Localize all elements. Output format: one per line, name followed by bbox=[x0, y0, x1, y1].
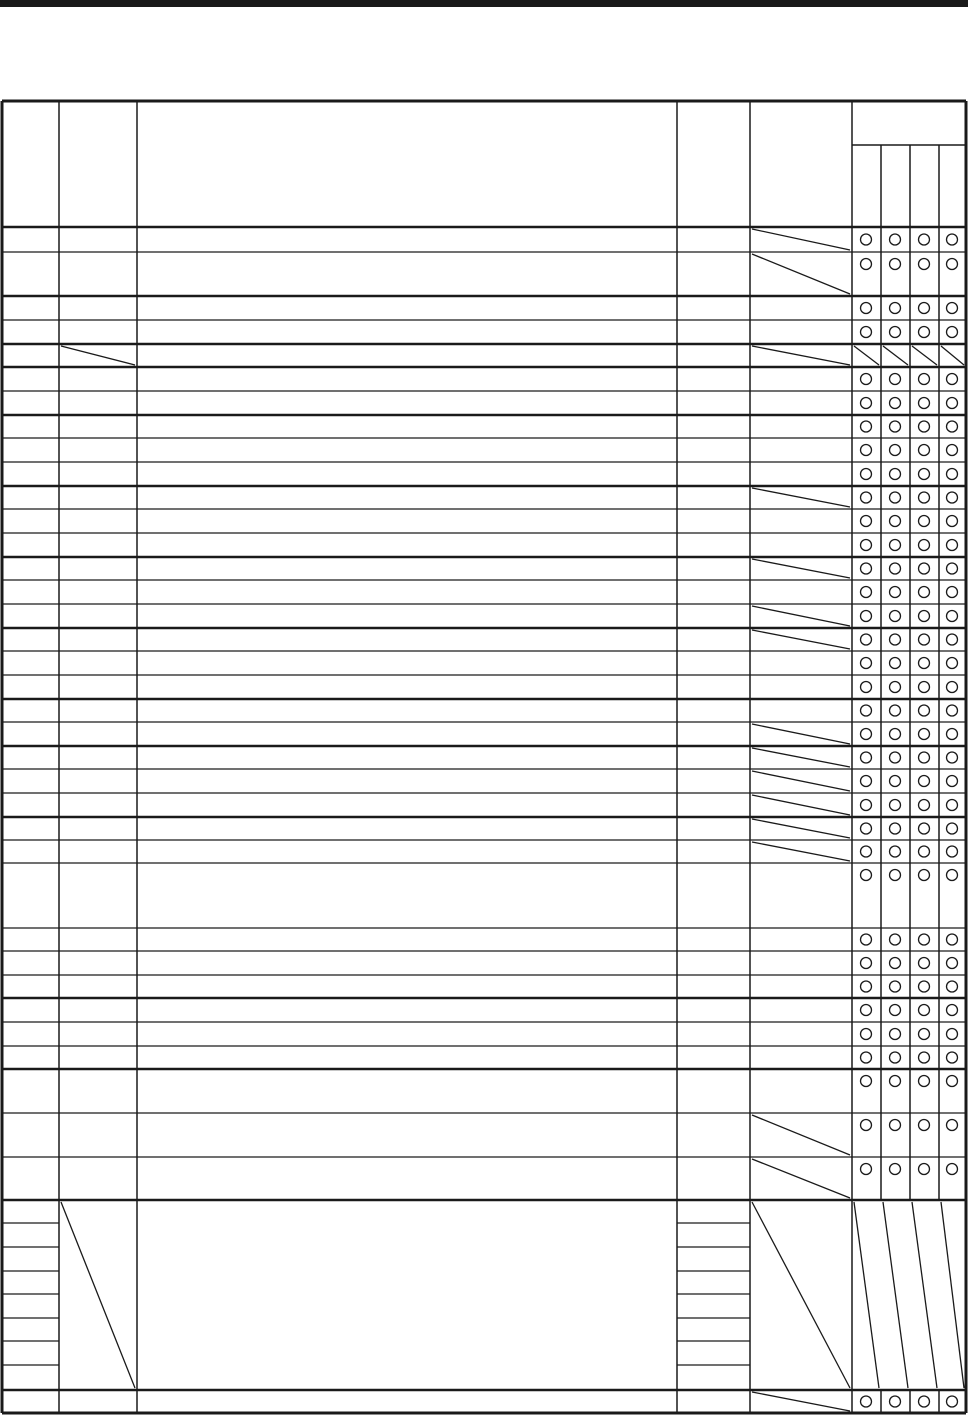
circle-mark bbox=[861, 634, 872, 645]
circle-mark bbox=[861, 1052, 872, 1063]
cell-slash bbox=[912, 346, 937, 365]
cell-slash bbox=[941, 346, 964, 365]
circle-mark bbox=[919, 540, 930, 551]
circle-mark bbox=[861, 658, 872, 669]
circle-mark bbox=[861, 705, 872, 716]
circle-mark bbox=[861, 587, 872, 598]
circle-mark bbox=[947, 327, 958, 338]
circle-mark bbox=[861, 259, 872, 270]
circle-mark bbox=[919, 234, 930, 245]
circle-mark bbox=[890, 1396, 901, 1407]
circle-mark bbox=[861, 776, 872, 787]
circle-mark bbox=[890, 634, 901, 645]
circle-mark bbox=[919, 658, 930, 669]
circle-mark bbox=[890, 752, 901, 763]
cell-slash bbox=[752, 630, 850, 649]
circle-mark bbox=[861, 303, 872, 314]
circle-mark bbox=[861, 234, 872, 245]
circle-mark bbox=[947, 846, 958, 857]
circle-mark bbox=[947, 421, 958, 432]
circle-mark bbox=[947, 445, 958, 456]
circle-mark bbox=[919, 421, 930, 432]
cell-slash bbox=[752, 1115, 850, 1155]
cell-slash bbox=[752, 1202, 850, 1388]
cell-slash bbox=[61, 1202, 135, 1388]
circle-mark bbox=[890, 705, 901, 716]
cell-slash bbox=[912, 1202, 937, 1388]
circle-mark bbox=[919, 587, 930, 598]
circle-mark bbox=[861, 492, 872, 503]
circle-mark bbox=[919, 705, 930, 716]
cell-slash bbox=[752, 559, 850, 578]
cell-slash bbox=[752, 748, 850, 767]
circle-mark bbox=[919, 469, 930, 480]
circle-mark bbox=[947, 729, 958, 740]
circle-mark bbox=[919, 1005, 930, 1016]
circle-mark bbox=[947, 1120, 958, 1131]
circle-mark bbox=[947, 303, 958, 314]
circle-mark bbox=[890, 981, 901, 992]
circle-mark bbox=[947, 1052, 958, 1063]
circle-mark bbox=[919, 752, 930, 763]
circle-mark bbox=[919, 303, 930, 314]
circle-mark bbox=[890, 658, 901, 669]
circle-mark bbox=[861, 611, 872, 622]
circle-mark bbox=[861, 516, 872, 527]
circle-mark bbox=[947, 1076, 958, 1087]
circle-mark bbox=[919, 800, 930, 811]
circle-mark bbox=[861, 981, 872, 992]
circle-mark bbox=[947, 1396, 958, 1407]
circle-mark bbox=[947, 398, 958, 409]
circle-mark bbox=[890, 776, 901, 787]
circle-mark bbox=[919, 981, 930, 992]
circle-mark bbox=[861, 1029, 872, 1040]
circle-mark bbox=[890, 516, 901, 527]
circle-mark bbox=[861, 374, 872, 385]
circle-mark bbox=[890, 303, 901, 314]
circle-mark bbox=[919, 1396, 930, 1407]
circle-mark bbox=[919, 398, 930, 409]
cell-slash bbox=[752, 254, 850, 294]
circle-mark bbox=[890, 1052, 901, 1063]
cell-slash bbox=[883, 1202, 908, 1388]
cell-slash bbox=[752, 1159, 850, 1198]
circle-mark bbox=[947, 682, 958, 693]
cell-slash bbox=[752, 724, 850, 744]
circle-mark bbox=[861, 327, 872, 338]
circle-mark bbox=[919, 611, 930, 622]
circle-mark bbox=[919, 634, 930, 645]
circle-mark bbox=[919, 445, 930, 456]
circle-mark bbox=[890, 1076, 901, 1087]
circle-mark bbox=[890, 445, 901, 456]
cell-slash bbox=[752, 771, 850, 791]
circle-mark bbox=[919, 1052, 930, 1063]
circle-mark bbox=[919, 1164, 930, 1175]
circle-mark bbox=[861, 682, 872, 693]
cell-slash bbox=[752, 229, 850, 250]
cell-slash bbox=[752, 1392, 850, 1411]
circle-mark bbox=[947, 870, 958, 881]
circle-mark bbox=[919, 846, 930, 857]
circle-mark bbox=[861, 752, 872, 763]
cell-slash bbox=[752, 842, 850, 861]
circle-mark bbox=[947, 259, 958, 270]
circle-mark bbox=[890, 870, 901, 881]
circle-mark bbox=[890, 1120, 901, 1131]
circle-mark bbox=[919, 492, 930, 503]
circle-mark bbox=[890, 823, 901, 834]
cell-slash bbox=[752, 346, 850, 365]
circle-mark bbox=[947, 540, 958, 551]
circle-mark bbox=[947, 776, 958, 787]
circle-mark bbox=[861, 934, 872, 945]
circle-mark bbox=[947, 934, 958, 945]
circle-mark bbox=[890, 421, 901, 432]
circle-mark bbox=[919, 823, 930, 834]
circle-mark bbox=[890, 729, 901, 740]
cell-slash bbox=[854, 1202, 879, 1388]
circle-mark bbox=[890, 846, 901, 857]
circle-mark bbox=[947, 1164, 958, 1175]
circle-mark bbox=[890, 800, 901, 811]
circle-mark bbox=[947, 492, 958, 503]
circle-mark bbox=[947, 611, 958, 622]
circle-mark bbox=[947, 823, 958, 834]
circle-mark bbox=[919, 776, 930, 787]
circle-mark bbox=[919, 327, 930, 338]
circle-mark bbox=[890, 958, 901, 969]
circle-mark bbox=[861, 958, 872, 969]
circle-mark bbox=[919, 1029, 930, 1040]
circle-mark bbox=[890, 327, 901, 338]
circle-mark bbox=[919, 563, 930, 574]
circle-mark bbox=[947, 634, 958, 645]
circle-mark bbox=[890, 234, 901, 245]
circle-mark bbox=[890, 934, 901, 945]
circle-mark bbox=[919, 1120, 930, 1131]
cell-slash bbox=[854, 346, 879, 365]
circle-mark bbox=[947, 958, 958, 969]
circle-mark bbox=[947, 563, 958, 574]
circle-mark bbox=[861, 1120, 872, 1131]
circle-mark bbox=[947, 981, 958, 992]
cell-slash bbox=[752, 795, 850, 815]
circle-mark bbox=[861, 729, 872, 740]
circle-mark bbox=[919, 259, 930, 270]
circle-mark bbox=[890, 398, 901, 409]
circle-mark bbox=[861, 800, 872, 811]
circle-mark bbox=[861, 1396, 872, 1407]
circle-mark bbox=[947, 1005, 958, 1016]
circle-mark bbox=[890, 492, 901, 503]
circle-mark bbox=[919, 870, 930, 881]
circle-mark bbox=[861, 1005, 872, 1016]
circle-mark bbox=[947, 469, 958, 480]
circle-mark bbox=[890, 587, 901, 598]
circle-mark bbox=[947, 374, 958, 385]
circle-mark bbox=[861, 1076, 872, 1087]
circle-mark bbox=[890, 682, 901, 693]
circle-mark bbox=[861, 870, 872, 881]
circle-mark bbox=[861, 445, 872, 456]
circle-mark bbox=[947, 1029, 958, 1040]
circle-mark bbox=[947, 516, 958, 527]
circle-mark bbox=[861, 823, 872, 834]
circle-mark bbox=[861, 398, 872, 409]
circle-mark bbox=[947, 705, 958, 716]
circle-mark bbox=[890, 1164, 901, 1175]
circle-mark bbox=[919, 516, 930, 527]
circle-mark bbox=[861, 846, 872, 857]
cell-slash bbox=[752, 606, 850, 626]
circle-mark bbox=[919, 374, 930, 385]
circle-mark bbox=[947, 587, 958, 598]
circle-mark bbox=[890, 1005, 901, 1016]
circle-mark bbox=[947, 800, 958, 811]
circle-mark bbox=[890, 563, 901, 574]
circle-mark bbox=[890, 540, 901, 551]
circle-mark bbox=[947, 234, 958, 245]
circle-mark bbox=[919, 934, 930, 945]
circle-mark bbox=[890, 469, 901, 480]
cell-slash bbox=[941, 1202, 964, 1388]
circle-mark bbox=[861, 563, 872, 574]
circle-mark bbox=[947, 752, 958, 763]
circle-mark bbox=[919, 958, 930, 969]
circle-mark bbox=[947, 658, 958, 669]
cell-slash bbox=[61, 346, 135, 365]
circle-mark bbox=[919, 729, 930, 740]
circle-mark bbox=[890, 1029, 901, 1040]
cell-slash bbox=[752, 488, 850, 507]
circle-mark bbox=[919, 682, 930, 693]
cell-slash bbox=[883, 346, 908, 365]
circle-mark bbox=[861, 540, 872, 551]
circle-mark bbox=[890, 611, 901, 622]
circle-mark bbox=[861, 1164, 872, 1175]
circle-mark bbox=[861, 421, 872, 432]
cell-slash bbox=[752, 819, 850, 838]
circle-mark bbox=[890, 374, 901, 385]
circle-mark bbox=[861, 469, 872, 480]
circle-mark bbox=[919, 1076, 930, 1087]
circle-mark bbox=[890, 259, 901, 270]
